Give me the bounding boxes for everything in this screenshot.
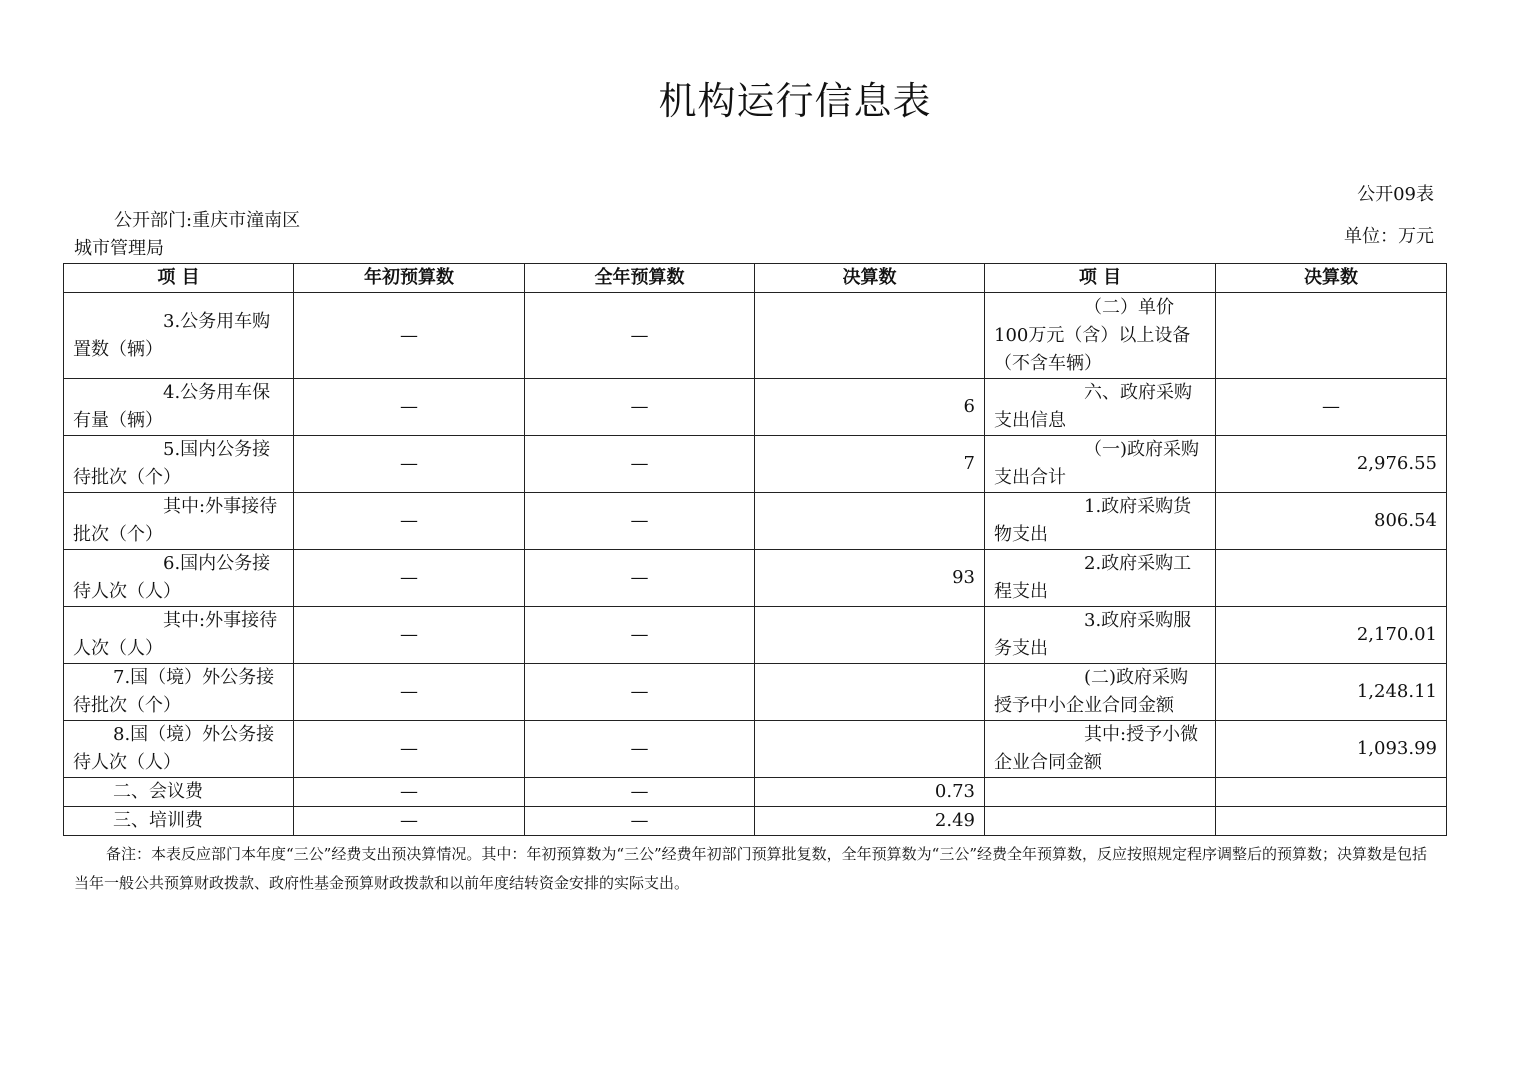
row-final-account: 93 bbox=[755, 550, 985, 607]
row-initial-budget: — bbox=[294, 607, 525, 664]
row-final-account-2: 806.54 bbox=[1216, 493, 1447, 550]
row-item-2 bbox=[985, 778, 1216, 807]
table-row bbox=[64, 664, 1447, 721]
header-final-account: 决算数 bbox=[755, 264, 985, 293]
row-final-account: 6 bbox=[755, 379, 985, 436]
info-table bbox=[63, 263, 1447, 836]
row-initial-budget: — bbox=[294, 778, 525, 807]
row-full-budget: — bbox=[525, 778, 755, 807]
unit-label: 单位：万元 bbox=[1344, 226, 1434, 247]
header-initial-budget: 年初预算数 bbox=[294, 264, 525, 293]
row-item: 7.国（境）外公务接待批次（个） bbox=[64, 664, 294, 721]
row-final-account-2: — bbox=[1216, 379, 1447, 436]
row-final-account: 2.49 bbox=[755, 807, 985, 836]
row-item: 其中:外事接待批次（个） bbox=[64, 493, 294, 550]
row-item-2: 其中:授予小微企业合同金额 bbox=[985, 721, 1216, 778]
row-final-account bbox=[755, 721, 985, 778]
row-final-account bbox=[755, 607, 985, 664]
row-item: 5.国内公务接待批次（个） bbox=[64, 436, 294, 493]
row-initial-budget: — bbox=[294, 379, 525, 436]
row-item: 4.公务用车保有量（辆） bbox=[64, 379, 294, 436]
row-final-account: 0.73 bbox=[755, 778, 985, 807]
row-final-account-2 bbox=[1216, 778, 1447, 807]
table-row bbox=[64, 721, 1447, 778]
row-item-2: 1.政府采购货物支出 bbox=[985, 493, 1216, 550]
table-row bbox=[64, 807, 1447, 836]
row-initial-budget: — bbox=[294, 550, 525, 607]
row-full-budget: — bbox=[525, 293, 755, 379]
row-item-2: 六、政府采购支出信息 bbox=[985, 379, 1216, 436]
table-row bbox=[64, 778, 1447, 807]
row-item: 8.国（境）外公务接待人次（人） bbox=[64, 721, 294, 778]
table-row bbox=[64, 436, 1447, 493]
table-row bbox=[64, 493, 1447, 550]
row-final-account-2: 1,248.11 bbox=[1216, 664, 1447, 721]
row-final-account-2 bbox=[1216, 550, 1447, 607]
row-initial-budget: — bbox=[294, 721, 525, 778]
row-initial-budget: — bbox=[294, 493, 525, 550]
header-item: 项 目 bbox=[64, 264, 294, 293]
header-full-budget: 全年预算数 bbox=[525, 264, 755, 293]
table-row bbox=[64, 379, 1447, 436]
row-item-2: （一)政府采购支出合计 bbox=[985, 436, 1216, 493]
row-final-account-2: 1,093.99 bbox=[1216, 721, 1447, 778]
row-item: 3.公务用车购置数（辆） bbox=[64, 293, 294, 379]
row-full-budget: — bbox=[525, 807, 755, 836]
row-item-2: 3.政府采购服务支出 bbox=[985, 607, 1216, 664]
row-full-budget: — bbox=[525, 436, 755, 493]
row-final-account-2 bbox=[1216, 293, 1447, 379]
row-initial-budget: — bbox=[294, 664, 525, 721]
row-initial-budget: — bbox=[294, 436, 525, 493]
header-item-2: 项 目 bbox=[985, 264, 1216, 293]
row-initial-budget: — bbox=[294, 807, 525, 836]
row-item-2: (二)政府采购授予中小企业合同金额 bbox=[985, 664, 1216, 721]
row-item: 三、培训费 bbox=[64, 807, 294, 836]
table-row bbox=[64, 607, 1447, 664]
row-item: 其中:外事接待人次（人） bbox=[64, 607, 294, 664]
row-item-2: 2.政府采购工程支出 bbox=[985, 550, 1216, 607]
form-code: 公开09表 bbox=[1357, 184, 1434, 205]
row-full-budget: — bbox=[525, 493, 755, 550]
row-final-account bbox=[755, 493, 985, 550]
row-final-account: 7 bbox=[755, 436, 985, 493]
row-final-account-2: 2,170.01 bbox=[1216, 607, 1447, 664]
row-final-account bbox=[755, 293, 985, 379]
table-header-row bbox=[64, 264, 1447, 293]
footnote: 备注：本表反应部门本年度“三公”经费支出预决算情况。其中：年初预算数为“三公”经费年初部门预算批复数，全年预算数为“三公”经费全年预算数，反应按照规定程序调整后的预算数；决算数是包括当年一般公共预算财政拨款、政府性基金预算财政拨款和以前年度结转资金安排的实际支出。 bbox=[74, 845, 1428, 892]
header-final-account-2: 决算数 bbox=[1216, 264, 1447, 293]
row-full-budget: — bbox=[525, 664, 755, 721]
row-initial-budget: — bbox=[294, 293, 525, 379]
page-title: 机构运行信息表 bbox=[658, 79, 932, 123]
row-item: 二、会议费 bbox=[64, 778, 294, 807]
table-row bbox=[64, 550, 1447, 607]
department-label: 公开部门:重庆市潼南区城市管理局 bbox=[74, 210, 301, 259]
row-final-account bbox=[755, 664, 985, 721]
row-full-budget: — bbox=[525, 721, 755, 778]
row-full-budget: — bbox=[525, 550, 755, 607]
row-item-2: （二）单价100万元（含）以上设备（不含车辆） bbox=[985, 293, 1216, 379]
table-row bbox=[64, 293, 1447, 379]
row-full-budget: — bbox=[525, 607, 755, 664]
row-final-account-2: 2,976.55 bbox=[1216, 436, 1447, 493]
row-final-account-2 bbox=[1216, 807, 1447, 836]
row-item: 6.国内公务接待人次（人） bbox=[64, 550, 294, 607]
row-item-2 bbox=[985, 807, 1216, 836]
row-full-budget: — bbox=[525, 379, 755, 436]
